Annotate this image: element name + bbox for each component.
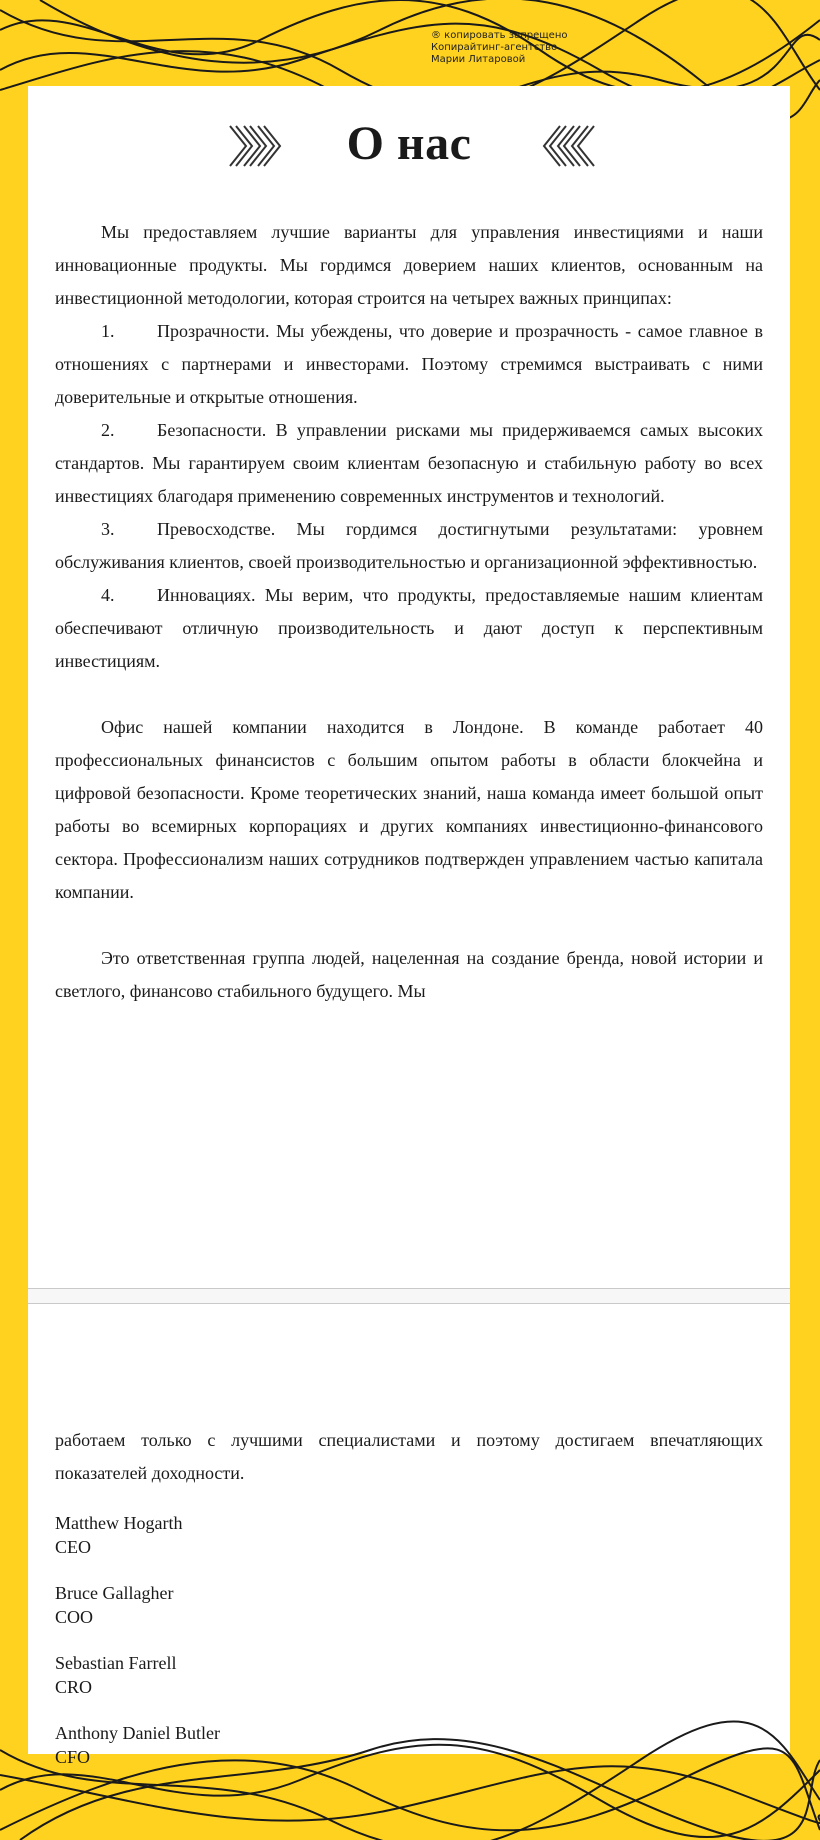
principle-number: 2. — [101, 420, 115, 440]
continued-text — [55, 1406, 763, 1508]
principle-item — [55, 579, 763, 678]
member-role: CFO — [55, 1747, 91, 1767]
spacer — [55, 909, 763, 942]
member-name: Matthew Hogarth — [55, 1513, 183, 1533]
member-role: CEO — [55, 1537, 91, 1557]
team-member — [55, 1721, 763, 1769]
copyright-line: ® копировать запрещено — [431, 30, 568, 41]
principle-text: Безопасности. В управлении рисками мы придерживаемся самых высоких стандартов. Мы гарантируем своим клиентам безопасную и стабильную работу во всех инвестициях благодаря применению современных инструментов и технологий. — [55, 420, 763, 506]
page-title: О нас — [346, 117, 472, 170]
principle-text: Прозрачности. Мы убеждены, что доверие и прозрачность - самое главное в отношениях с партнерами и инвесторами. Поэтому стремимся выстраивать с ними доверительные и открытые отношения. — [55, 321, 763, 407]
copyright-line: Копирайтинг-агентство — [431, 42, 558, 53]
team-member — [55, 1511, 763, 1559]
continuation-paragraph: работаем только с лучшими специалистами и поэтому достигаем впечатляющих показателей доходности. — [55, 1430, 763, 1483]
team-member — [55, 1581, 763, 1629]
page-break-separator — [28, 1288, 790, 1304]
page-header — [28, 114, 790, 174]
copyright-notice — [431, 30, 567, 66]
member-role: COO — [55, 1607, 94, 1627]
principle-text: Инновациях. Мы верим, что продукты, предоставляемые нашим клиентам обеспечивают отличную производительность и дают доступ к перспективным инвестициям. — [55, 585, 763, 671]
copyright-line: Марии Литаровой — [431, 54, 526, 65]
principle-number: 1. — [101, 321, 115, 341]
principle-number: 3. — [101, 519, 115, 539]
member-role: CRO — [55, 1677, 93, 1697]
principle-item — [55, 315, 763, 414]
about-text — [55, 216, 763, 1008]
principle-number: 4. — [101, 585, 115, 605]
member-name: Sebastian Farrell — [55, 1653, 177, 1673]
spacer — [55, 678, 763, 711]
intro-paragraph: Мы предоставляем лучшие варианты для управления инвестициями и наши инновационные продукты. Мы гордимся доверием наших клиентов, основанным на инвестиционной методологии, которая строится на четырех важных принципах: — [55, 222, 763, 308]
member-name: Anthony Daniel Butler — [55, 1723, 220, 1743]
principle-item — [55, 414, 763, 513]
team-list — [55, 1511, 763, 1791]
principle-item — [55, 513, 763, 579]
office-paragraph: Офис нашей компании находится в Лондоне. В команде работает 40 профессиональных финансистов с большим опытом работы в области блокчейна и цифровой безопасности. Кроме теоретических знаний, наша команда имеет большой опыт работы во всемирных корпорациях и других компаниях инвестиционно-финансового сектора. Профессионализм наших сотрудников подтвержден управлением частью капитала компании. — [55, 717, 763, 902]
member-name: Bruce Gallagher — [55, 1583, 174, 1603]
team-member — [55, 1651, 763, 1699]
principle-text: Превосходстве. Мы гордимся достигнутыми результатами: уровнем обслуживания клиентов, своей производительностью и организационной эффективностью. — [55, 519, 763, 572]
chevrons-left-icon — [540, 122, 596, 170]
page-sheet — [28, 86, 790, 1767]
responsible-paragraph: Это ответственная группа людей, нацеленная на создание бренда, новой истории и светлого, финансово стабильного будущего. Мы — [55, 948, 763, 1001]
